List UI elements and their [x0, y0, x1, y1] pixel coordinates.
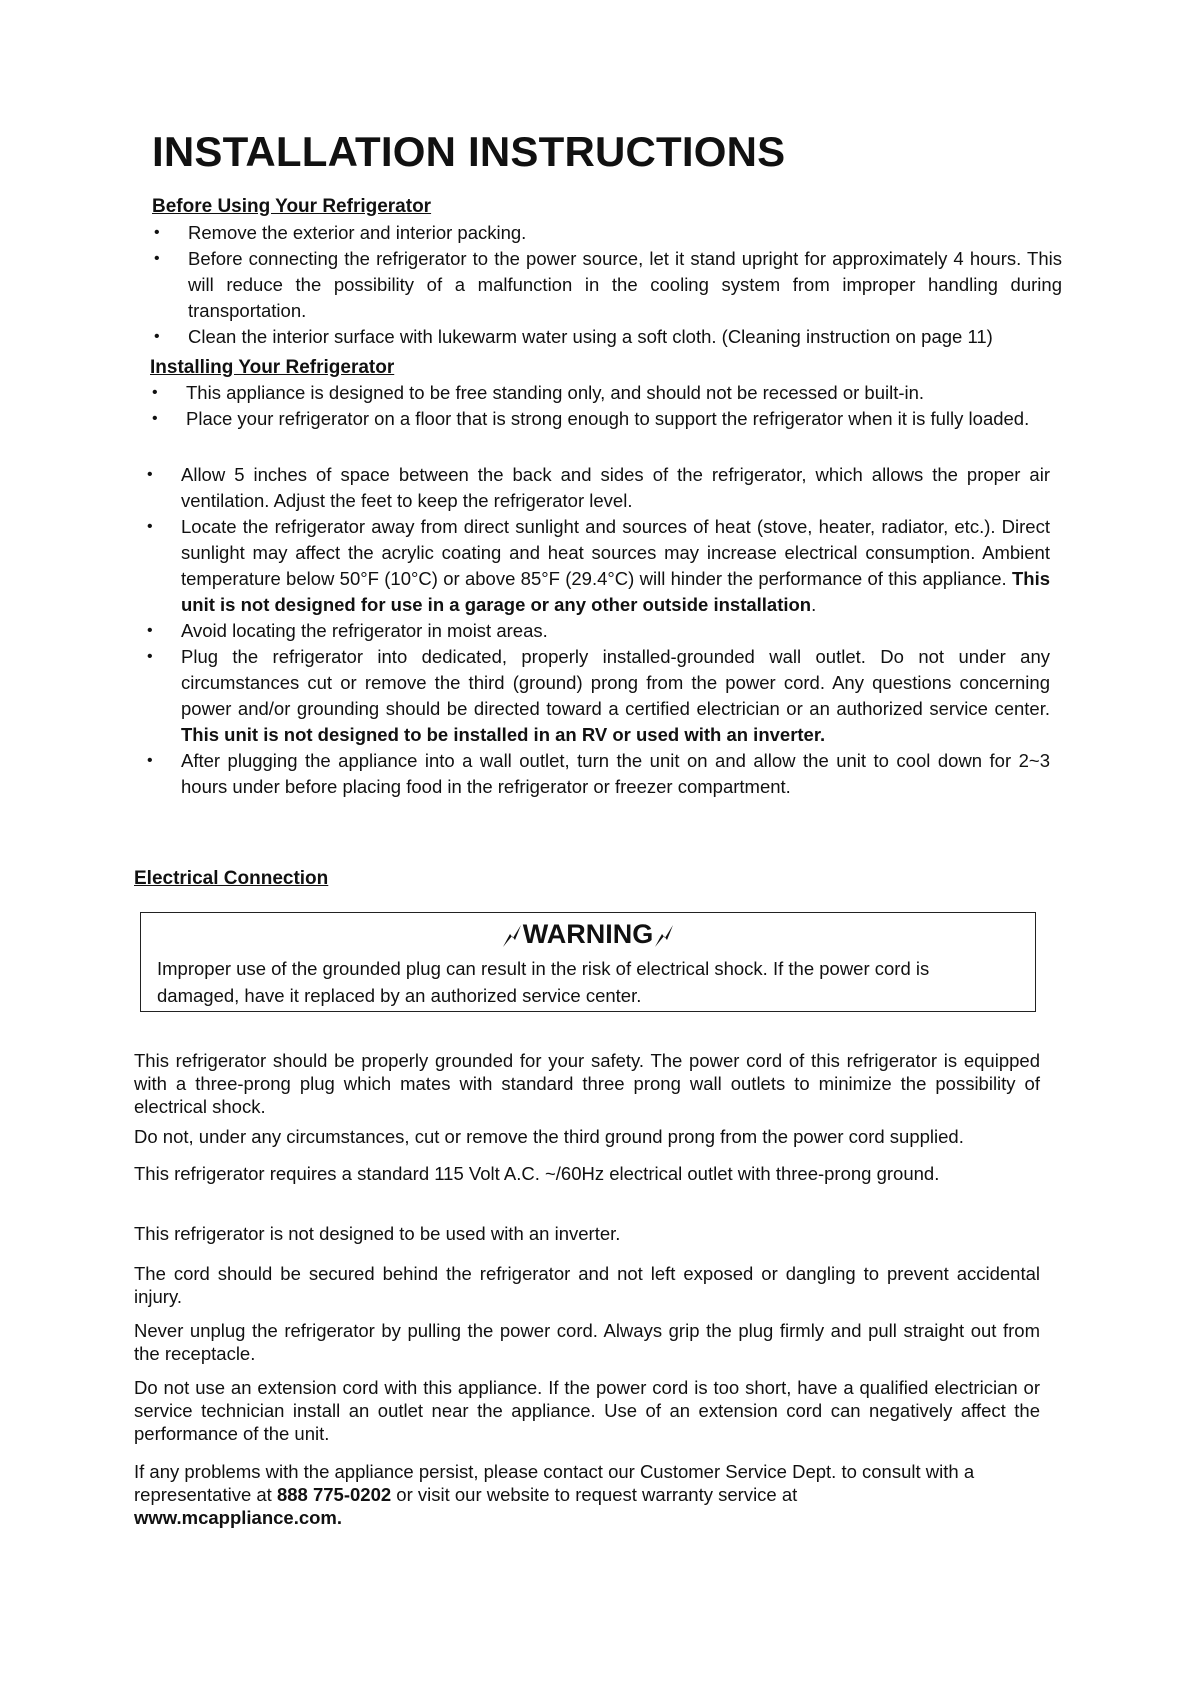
bullet-icon: •	[152, 410, 158, 427]
list-item: • Avoid locating the refrigerator in moist areas.	[146, 618, 1050, 644]
list-item: • Plug the refrigerator into dedicated, properly installed-grounded wall outlet. Do not under any circumstances cut or remove the third (ground) prong from the power cord. Any questions concerning power and/or grounding should be directed toward a certified electrician or an authorized service center. This unit is not designed to be installed in an RV or used with an inverter.	[147, 646, 1050, 745]
section-heading-installing: Installing Your Refrigerator	[150, 357, 395, 378]
bullet-icon: •	[147, 622, 153, 639]
list-item: • Clean the interior surface with lukewarm water using a soft cloth. (Cleaning instruction on page 11)	[152, 324, 1062, 350]
list-item: • Place your refrigerator on a floor that is strong enough to support the refrigerator when it is fully loaded.	[150, 406, 1056, 432]
list-item: • After plugging the appliance into a wall outlet, turn the unit on and allow the unit to cool down for 2~3 hours under before placing food in the refrigerator or freezer compartment.	[147, 750, 1050, 797]
section-heading-electrical: Electrical Connection	[134, 868, 329, 889]
bullet-icon: •	[154, 224, 160, 241]
list-item: • Remove the exterior and interior packing.	[152, 220, 1062, 246]
before-using-list	[152, 220, 1062, 350]
electrical-paragraph: Do not use an extension cord with this appliance. If the power cord is too short, have a qualified electrician or service technician install an outlet near the appliance. Use of an extension cord can negatively affect the performance of the unit.	[134, 1377, 1040, 1444]
electrical-paragraph: This refrigerator requires a standard 115 Volt A.C. ~/60Hz electrical outlet with three-prong ground.	[134, 1163, 940, 1184]
electrical-paragraph: This refrigerator should be properly grounded for your safety. The power cord of this refrigerator is equipped with a three-prong plug which mates with standard three prong wall outlets to minimize the possibility of electrical shock.	[134, 1050, 1040, 1117]
electrical-paragraph: The cord should be secured behind the refrigerator and not left exposed or dangling to prevent accidental injury.	[134, 1263, 1040, 1307]
bullet-icon: •	[147, 752, 153, 769]
warning-text: Improper use of the grounded plug can result in the risk of electrical shock. If the power cord is damaged, have it replaced by an authorized service center.	[157, 958, 930, 1006]
lightning-bolt-icon	[501, 923, 523, 949]
bullet-icon: •	[147, 466, 153, 483]
phone-number: 888 775-0202	[276, 1484, 392, 1505]
bullet-icon: •	[147, 648, 153, 665]
list-item: • This appliance is designed to be free standing only, and should not be recessed or built-in.	[150, 380, 1056, 406]
electrical-paragraph: Do not, under any circumstances, cut or remove the third ground prong from the power cord supplied.	[134, 1126, 964, 1147]
website-url: www.mcappliance.com	[134, 1507, 337, 1528]
warning-title: WARNING	[141, 919, 1035, 950]
page-title: INSTALLATION INSTRUCTIONS	[152, 128, 786, 175]
list-item: • Allow 5 inches of space between the back and sides of the refrigerator, which allows the proper air ventilation. Adjust the feet to keep the refrigerator level.	[147, 464, 1050, 511]
bullet-icon: •	[147, 518, 153, 535]
section-heading-before-using: Before Using Your Refrigerator	[152, 196, 432, 217]
bullet-icon: •	[152, 384, 158, 401]
bullet-icon: •	[154, 328, 160, 345]
installing-list-a	[150, 380, 1056, 432]
bullet-icon: •	[154, 250, 160, 267]
warning-box	[140, 912, 1036, 1012]
installing-list-b	[146, 462, 1050, 800]
list-item: • Before connecting the refrigerator to the power source, let it stand upright for approximately 4 hours. This will reduce the possibility of a malfunction in the cooling system from improper handling during transportation.	[154, 248, 1062, 321]
lightning-bolt-icon	[653, 923, 675, 949]
electrical-paragraph: Never unplug the refrigerator by pulling the power cord. Always grip the plug firmly and pull straight out from the receptacle.	[134, 1320, 1040, 1364]
electrical-paragraph: This refrigerator is not designed to be used with an inverter.	[134, 1223, 621, 1244]
contact-paragraph: If any problems with the appliance persist, please contact our Customer Service Dept. to consult with a representative at 888 775-0202 or visit our website to request warranty service at www.mcappliance.com.	[134, 1461, 975, 1528]
list-item: • Locate the refrigerator away from direct sunlight and sources of heat (stove, heater, radiator, etc.). Direct sunlight may affect the acrylic coating and heat sources may increase electrical consumption. Ambient temperature below 50°F (10°C) or above 85°F (29.4°C) will hinder the performance of this appliance. This unit is not designed for use in a garage or any other outside installation.	[147, 516, 1050, 615]
